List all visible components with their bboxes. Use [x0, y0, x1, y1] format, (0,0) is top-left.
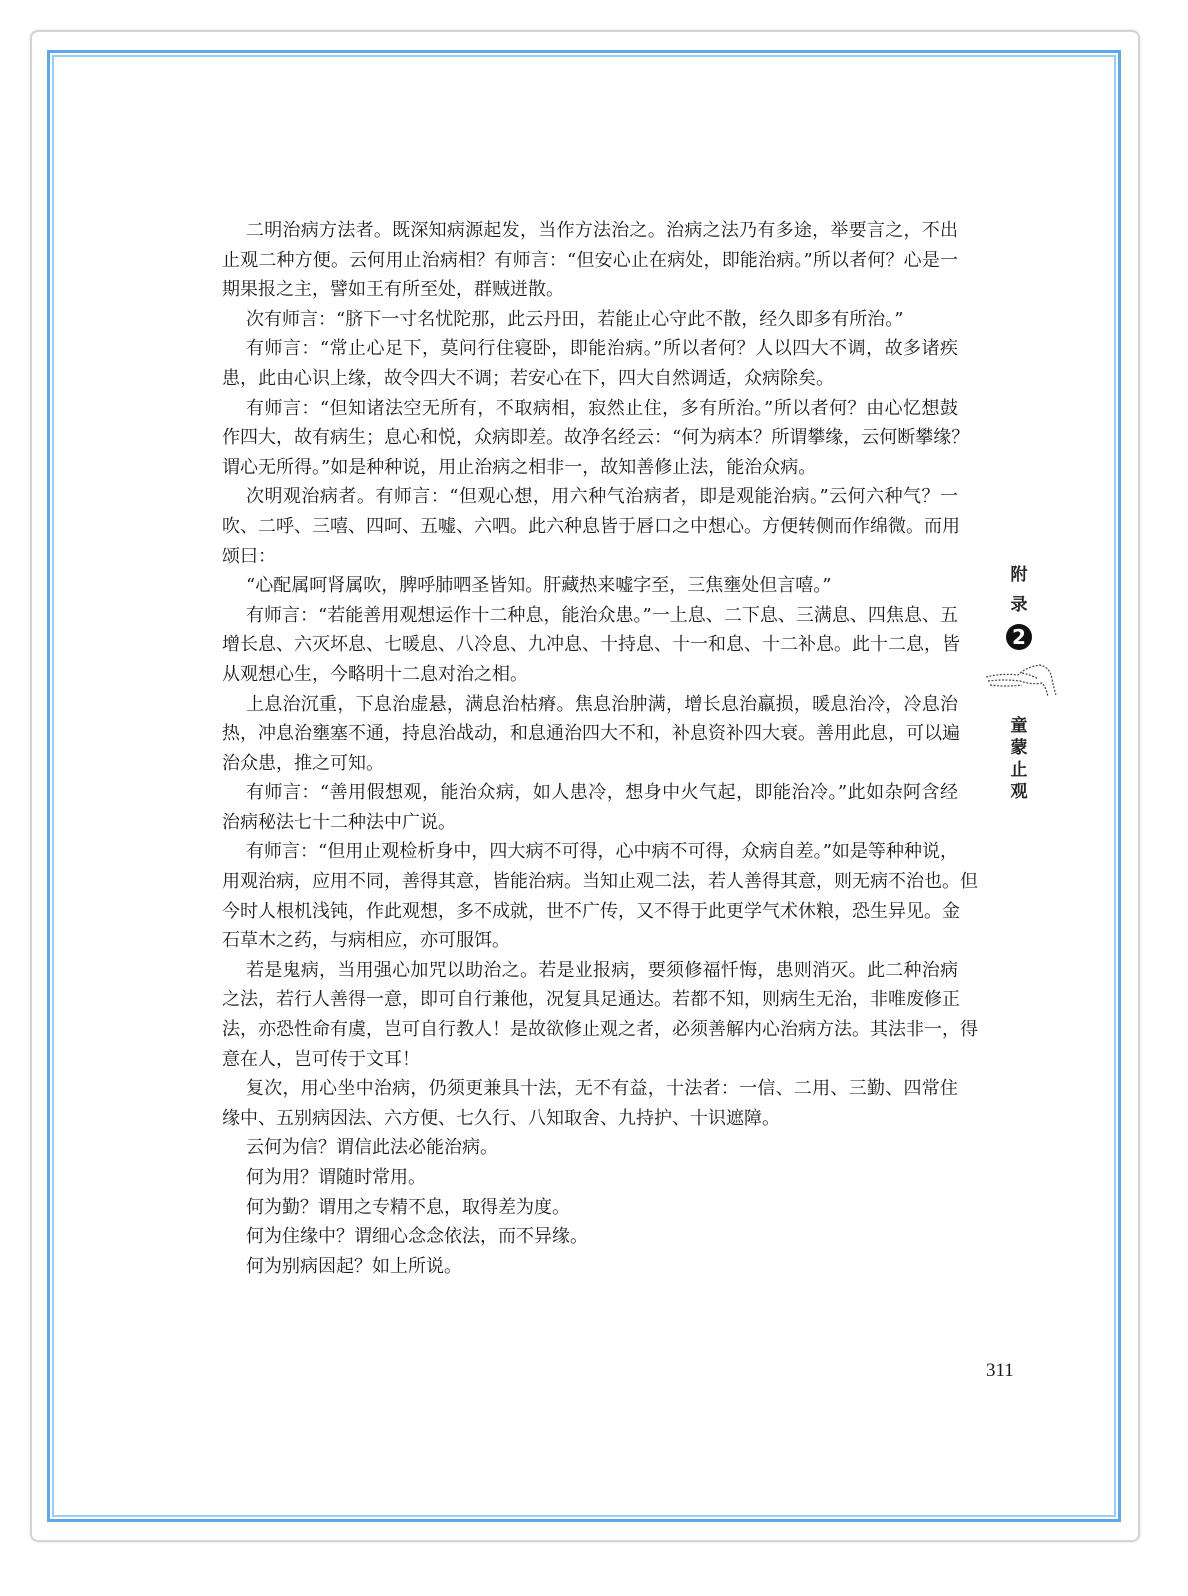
text-line: 法，亦恐性命有虞，岂可自行教人！是故欲修止观之者，必须善解内心治病方法。其法非一，得: [222, 1019, 978, 1041]
text-line: 何为用？谓随时常用。: [246, 1167, 426, 1188]
text-line: 上息治沉重，下息治虚悬，满息治枯瘠。焦息治肿满，增长息治羸损，暖息治冷，冷息治: [246, 693, 958, 715]
text-line: 何为住缘中？谓细心念念依法，而不异缘。: [246, 1226, 588, 1248]
text-line: 谓心无所得。”如是种种说，用止治病之相非一，故知善修止法，能治众病。: [222, 456, 817, 478]
text-line: 石草木之药，与病相应，亦可服饵。: [222, 930, 510, 952]
page-number: 311: [986, 1360, 1014, 1381]
paragraph: [222, 216, 958, 305]
paragraph: [222, 334, 958, 393]
side-label-char: 附: [1010, 565, 1028, 585]
text-line: 有师言：“若能善用观想运作十二种息，能治众患。”一上息、二下息、三满息、四焦息、五: [246, 604, 958, 626]
text-line: 治病秘法七十二种法中广说。: [222, 811, 456, 833]
text-line: 今时人根机浅钝，作此观想，多不成就，世不广传，又不得于此更学气术休粮，恐生异见。金: [222, 900, 960, 922]
text-line: 期果报之主，譬如王有所至处，群贼迸散。: [222, 279, 564, 301]
paragraph: [222, 690, 958, 779]
text-line: 治众患，推之可知。: [222, 752, 384, 774]
title-char: 止: [1010, 760, 1028, 780]
text-line: 吹、二呼、三嘻、四呵、五嘘、六呬。此六种息皆于唇口之中想心。方便转侧而作绵微。而用: [222, 515, 960, 537]
text-line: 二明治病方法者。既深知病源起发，当作方法治之。治病之法乃有多途，举要言之，不出: [246, 220, 958, 241]
paragraph: [222, 1163, 958, 1193]
paragraph: [222, 305, 958, 335]
title-char: 观: [1010, 782, 1028, 802]
body-text: [222, 216, 978, 1281]
text-line: 何为别病因起？如上所说。: [246, 1255, 462, 1277]
text-line: 颂曰：: [222, 545, 276, 567]
text-line: 次有师言：“脐下一寸名忧陀那，此云丹田，若能止心守此不散，经久即多有所治。”: [246, 308, 904, 330]
text-line: 次明观治病者。有师言：“但观心想，用六种气治病者，即是观能治病。”云何六种气？一: [246, 486, 958, 508]
paragraph: [222, 1222, 958, 1252]
text-line: 缘中、五别病因法、六方便、七久行、八知取舍、九持护、十识遮障。: [222, 1107, 780, 1129]
text-line: 有师言：“善用假想观，能治众病，如人患冷，想身中火气起，即能治冷。”此如杂阿含经: [246, 782, 958, 804]
paragraph: [222, 482, 958, 571]
paragraph: [222, 778, 958, 837]
paragraph: [222, 1193, 958, 1223]
paragraph: [222, 394, 970, 483]
paragraph: [222, 956, 978, 1074]
paragraph: [222, 571, 958, 601]
paragraph: [222, 601, 958, 690]
title-char: 蒙: [1010, 738, 1028, 758]
text-line: 热，冲息治壅塞不通，持息治战动，和息通治四大不和，补息资补四大衰。善用此息，可以遍: [222, 723, 960, 745]
text-line: 止观二种方便。云何用止治病相？有师言：“但安心止在病处，即能治病。”所以者何？心是一: [222, 249, 958, 271]
text-line: 复次，用心坐中治病，仍须更兼具十法，无不有益，十法者：一信、二用、三勤、四常住: [246, 1078, 958, 1100]
text-line: “心配属呵肾属吹，脾呼肺呬圣皆知。肝藏热来嘘字至，三焦壅处但言嘻。”: [246, 575, 832, 597]
title-char: 童: [1010, 716, 1028, 736]
text-line: 作四大，故有病生；息心和悦，众病即差。故净名经云：“何为病本？所谓攀缘，云何断攀缘？: [222, 427, 970, 449]
text-line: 若是鬼病，当用强心加咒以助治之。若是业报病，要须修福忏悔，患则消灭。此二种治病: [246, 959, 958, 981]
side-label: [1004, 560, 1034, 650]
paragraph: [222, 837, 978, 955]
text-line: 有师言：“但知诸法空无所有，不取病相，寂然止住，多有所治。”所以者何？由心忆想鼓: [246, 397, 958, 419]
text-line: 增长息、六灭坏息、七暖息、八冷息、九冲息、十持息、十一和息、十二补息。此十二息，皆: [222, 634, 960, 656]
paragraph: [222, 1133, 958, 1163]
paragraph: [222, 1252, 958, 1282]
text-line: 意在人，岂可传于文耳！: [222, 1048, 420, 1070]
text-line: 患，此由心识上缘，故令四大不调；若安心在下，四大自然调适，众病除矣。: [222, 367, 834, 389]
text-line: 之法，若行人善得一意，即可自行兼他，况复具足通达。若都不知，则病生无治，非唯废修正: [222, 989, 960, 1011]
side-label-char: 录: [1010, 595, 1028, 615]
book-title-vertical: [1006, 715, 1032, 803]
paragraph: [222, 1074, 958, 1133]
text-line: 有师言：“常止心足下，莫问行住寝卧，即能治病。”所以者何？人以四大不调，故多诸疾: [246, 338, 958, 360]
text-line: 有师言：“但用止观检析身中，四大病不可得，心中病不可得，众病自差。”如是等种种说，: [246, 841, 958, 863]
text-line: 云何为信？谓信此法必能治病。: [246, 1137, 498, 1159]
text-line: 何为勤？谓用之专精不息，取得差为度。: [246, 1196, 570, 1218]
text-line: 用观治病，应用不同，善得其意，皆能治病。当知止观二法，若人善得其意，则无病不治也。但: [222, 871, 978, 893]
hand-icon: [982, 655, 1062, 705]
text-line: 从观想心生，今略明十二息对治之相。: [222, 663, 528, 685]
chapter-number-badge: 2: [1006, 624, 1032, 650]
